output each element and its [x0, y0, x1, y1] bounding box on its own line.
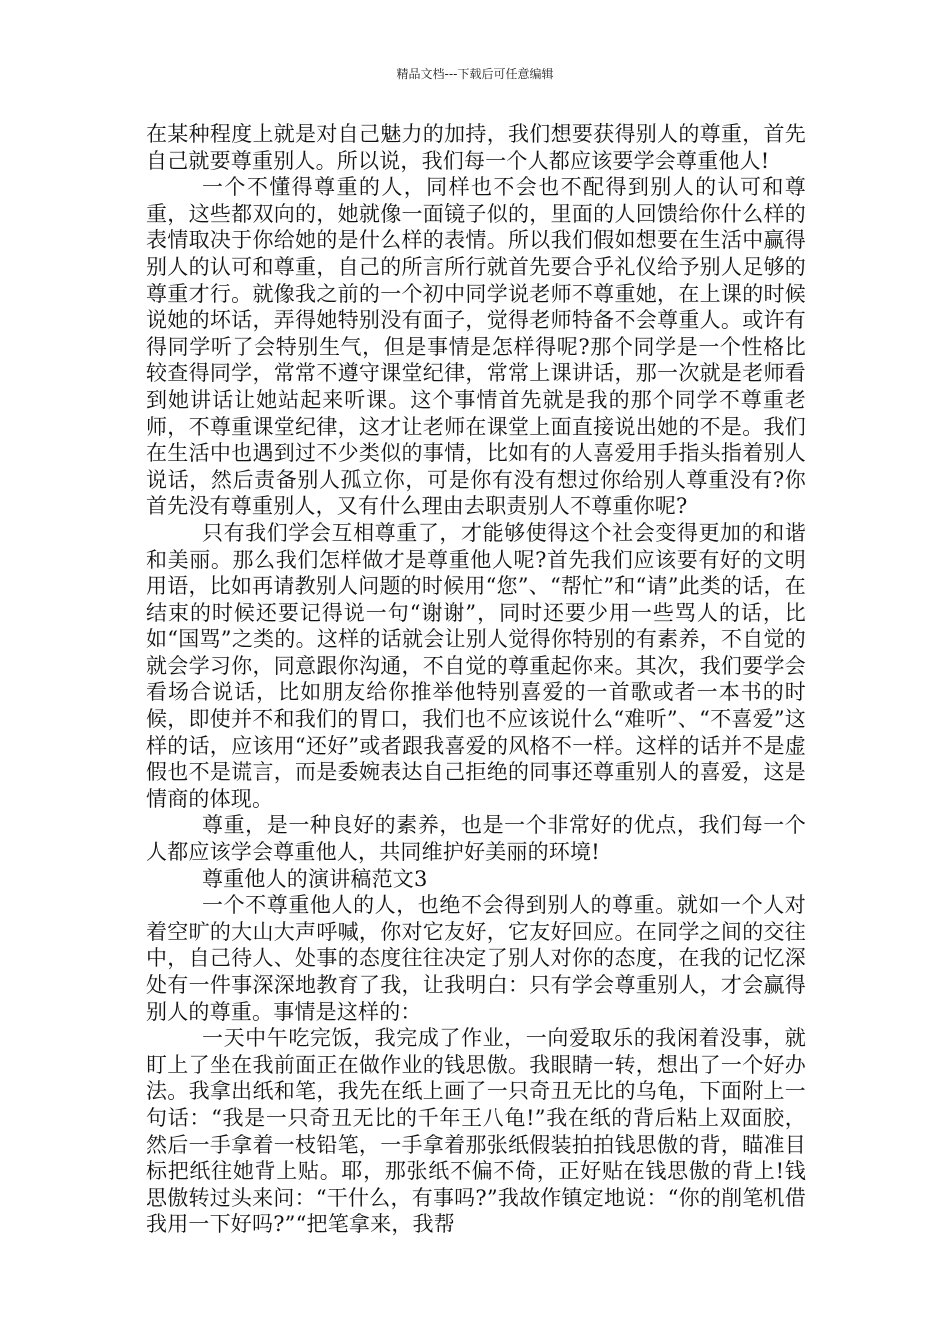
document-body: [146, 121, 806, 1238]
paragraph-5: 一个不尊重他人的人，也绝不会得到别人的尊重。就如一个人对着空旷的大山大声呼喊，你对它友好，它友好回应。在同学之间的交往中，自己待人、处事的态度往往决定了别人对你的态度，在我的记忆深处有一件事深深地教育了我，让我明白：只有学会尊重别人，才会赢得别人的尊重。事情是这样的：: [146, 893, 806, 1024]
paragraph-2: 一个不懂得尊重的人，同样也不会也不配得到别人的认可和尊重，这些都双向的，她就像一面镜子似的，里面的人回馈给你什么样的表情取决于你给她的是什么样的表情。所以我们假如想要在生活中赢得别人的认可和尊重，自己的所言所行就首先要合乎礼仪给予别人足够的尊重才行。就像我之前的一个初中同学说老师不尊重她，在上课的时候说她的坏话，弄得她特别没有面子，觉得老师特备不会尊重人。或许有得同学听了会特别生气，但是事情是怎样得呢?那个同学是一个性格比较查得同学，常常不遵守课堂纪律，常常上课讲话，那一次就是老师看到她讲话让她站起来听课。这个事情首先就是我的那个同学不尊重老师，不尊重课堂纪律，这才让老师在课堂上面直接说出她的不是。我们在生活中也遇到过不少类似的事情，比如有的人喜爱用手指头指着别人说话，然后责备别人孤立你，可是你有没有想过你给别人尊重没有?你首先没有尊重别人，又有什么理由去职责别人不尊重你呢?: [146, 175, 806, 519]
section-heading: 尊重他人的演讲稿范文3: [202, 866, 428, 891]
page-header: 精品文档---下载后可任意编辑: [396, 67, 554, 81]
paragraph-6: 一天中午吃完饭，我完成了作业，一向爱取乐的我闲着没事，就盯上了坐在我前面正在做作业的钱思傲。我眼睛一转，想出了一个好办法。我拿出纸和笔，我先在纸上画了一只奇丑无比的乌龟，下面附上一句话：“我是一只奇丑无比的千年王八龟!”我在纸的背后粘上双面胶，然后一手拿着一枝铅笔，一手拿着那张纸假装拍拍钱思傲的背，瞄准目标把纸往她背上贴。耶，那张纸不偏不倚，正好贴在钱思傲的背上!钱思傲转过头来问：“干什么，有事吗?”我故作镇定地说：“你的削笔机借我用一下好吗?”“把笔拿来，我帮: [146, 1026, 806, 1237]
paragraph-4: 尊重，是一种良好的素养，也是一个非常好的优点，我们每一个人都应该学会尊重他人，共同维护好美丽的环境!: [146, 813, 806, 865]
paragraph-1: 在某种程度上就是对自己魅力的加持，我们想要获得别人的尊重，首先自己就要尊重别人。所以说，我们每一个人都应该要学会尊重他人!: [146, 122, 806, 173]
paragraph-3: 只有我们学会互相尊重了，才能够使得这个社会变得更加的和谐和美丽。那么我们怎样做才是尊重他人呢?首先我们应该要有好的文明用语，比如再请教别人问题的时候用“您”、“帮忙”和“请”此类的话，在结束的时候还要记得说一句“谢谢”，同时还要少用一些骂人的话，比如“国骂”之类的。这样的话就会让别人觉得你特别的有素养，不自觉的就会学习你，同意跟你沟通，不自觉的尊重起你来。其次，我们要学会看场合说话，比如朋友给你推举他特别喜爱的一首歌或者一本书的时候，即使并不和我们的胃口，我们也不应该说什么“难听”、“不喜爱”这样的话，应该用“还好”或者跟我喜爱的风格不一样。这样的话并不是虚假也不是谎言，而是委婉表达自己拒绝的同事还尊重别人的喜爱，这是情商的体现。: [146, 520, 806, 811]
